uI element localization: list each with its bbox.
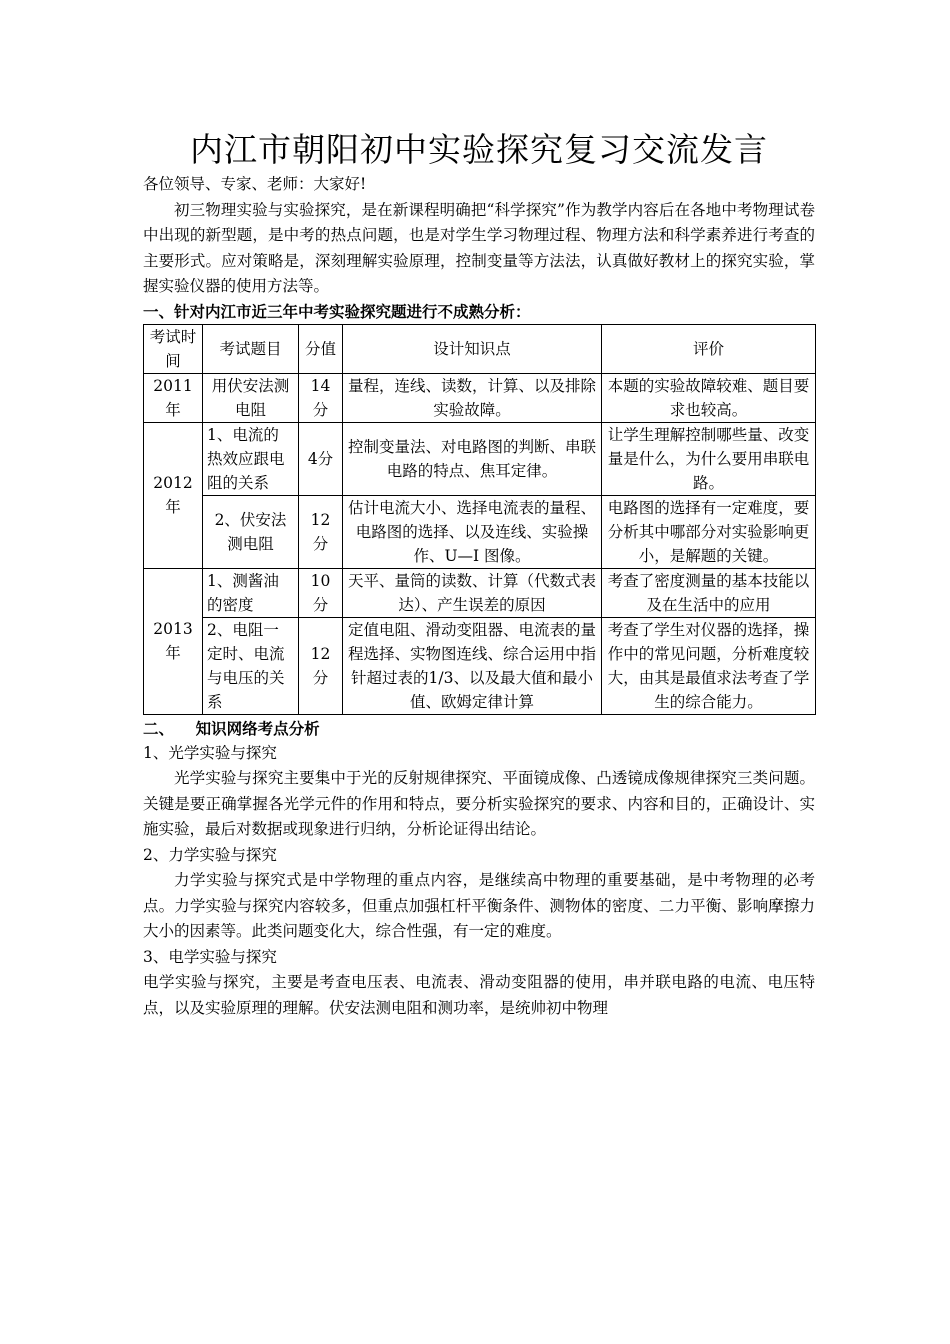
document-page	[143, 128, 815, 1021]
year-cell: 2012年	[144, 422, 203, 568]
header-cell: 评价	[602, 324, 816, 373]
score-cell: 12分	[299, 495, 343, 568]
greeting: 各位领导、专家、老师：大家好!	[143, 175, 367, 193]
section-2-heading: 二、 知识网络考点分析	[143, 718, 320, 738]
topic-cell: 1、测酱油的密度	[203, 568, 299, 617]
topic-cell: 1、电流的热效应跟电阻的关系	[203, 422, 299, 495]
knowledge-cell: 控制变量法、对电路图的判断、串联电路的特点、焦耳定律。	[343, 422, 602, 495]
knowledge-cell: 定值电阻、滑动变阻器、电流表的量程选择、实物图连线、综合运用中指针超过表的1/3、以及最大值和最小值、欧姆定律计算	[343, 617, 602, 714]
evaluation-cell: 电路图的选择有一定难度，要分析其中哪部分对实验影响更小，是解题的关键。	[602, 495, 816, 568]
header-cell: 考试题目	[203, 324, 299, 373]
section-1-heading: 一、针对内江市近三年中考实验探究题进行不成熟分析：	[143, 301, 531, 321]
subsection-1-heading: 1、光学实验与探究	[143, 743, 277, 762]
table-header-row	[144, 324, 816, 373]
evaluation-cell: 让学生理解控制哪些量、改变量是什么，为什么要用串联电路。	[602, 422, 816, 495]
score-cell: 10分	[299, 568, 343, 617]
exam-analysis-table	[143, 324, 816, 715]
table-row	[144, 568, 816, 617]
table-row	[144, 373, 816, 422]
topic-cell: 用伏安法测电阻	[203, 373, 299, 422]
topic-cell: 2、电阻一定时、电流与电压的关系	[203, 617, 299, 714]
year-cell: 2013年	[144, 568, 203, 714]
document-title: 内江市朝阳初中实验探究复习交流发言	[190, 130, 768, 169]
intro-paragraph: 初三物理实验与实验探究，是在新课程明确把“科学探究”作为教学内容后在各地中考物理试卷中出现的新型题，是中考的热点问题，也是对学生学习物理过程、物理方法和科学素养进行考查的主要形式。应对策略是，深刻理解实验原理，控制变量等方法法，认真做好教材上的探究实验，掌握实验仪器的使用方法等。	[143, 200, 815, 295]
year-cell: 2011年	[144, 373, 203, 422]
table-row	[144, 422, 816, 495]
score-cell: 12分	[299, 617, 343, 714]
knowledge-cell: 估计电流大小、选择电流表的量程、电路图的选择、以及连线、实验操作、U—I 图像。	[343, 495, 602, 568]
subsection-2-heading: 2、力学实验与探究	[143, 845, 277, 864]
header-cell: 设计知识点	[343, 324, 602, 373]
mechanics-paragraph: 力学实验与探究式是中学物理的重点内容，是继续高中物理的重要基础，是中考物理的必考点。力学实验与探究内容较多，但重点加强杠杆平衡条件、测物体的密度、二力平衡、影响摩擦力大小的因素等。此类问题变化大，综合性强，有一定的难度。	[143, 871, 815, 940]
header-cell: 分值	[299, 324, 343, 373]
table-row	[144, 617, 816, 714]
score-cell: 14分	[299, 373, 343, 422]
electricity-paragraph: 电学实验与探究，主要是考查电压表、电流表、滑动变阻器的使用，串并联电路的电流、电压特点，以及实验原理的理解。伏安法测电阻和测功率，是统帅初中物理	[143, 973, 815, 1017]
evaluation-cell: 考查了密度测量的基本技能以及在生活中的应用	[602, 568, 816, 617]
knowledge-cell: 天平、量筒的读数、计算（代数式表达）、产生误差的原因	[343, 568, 602, 617]
knowledge-cell: 量程，连线、读数，计算、以及排除实验故障。	[343, 373, 602, 422]
topic-cell: 2、伏安法测电阻	[203, 495, 299, 568]
evaluation-cell: 本题的实验故障较难、题目要求也较高。	[602, 373, 816, 422]
evaluation-cell: 考查了学生对仪器的选择，操作中的常见问题，分析难度较大，由其是最值求法考查了学生的综合能力。	[602, 617, 816, 714]
header-cell: 考试时间	[144, 324, 203, 373]
score-cell: 4分	[299, 422, 343, 495]
subsection-3-heading: 3、电学实验与探究	[143, 947, 277, 966]
optics-paragraph: 光学实验与探究主要集中于光的反射规律探究、平面镜成像、凸透镜成像规律探究三类问题。关键是要正确掌握各光学元件的作用和特点，要分析实验探究的要求、内容和目的，正确设计、实施实验，最后对数据或现象进行归纳，分析论证得出结论。	[143, 769, 815, 838]
table-row	[144, 495, 816, 568]
